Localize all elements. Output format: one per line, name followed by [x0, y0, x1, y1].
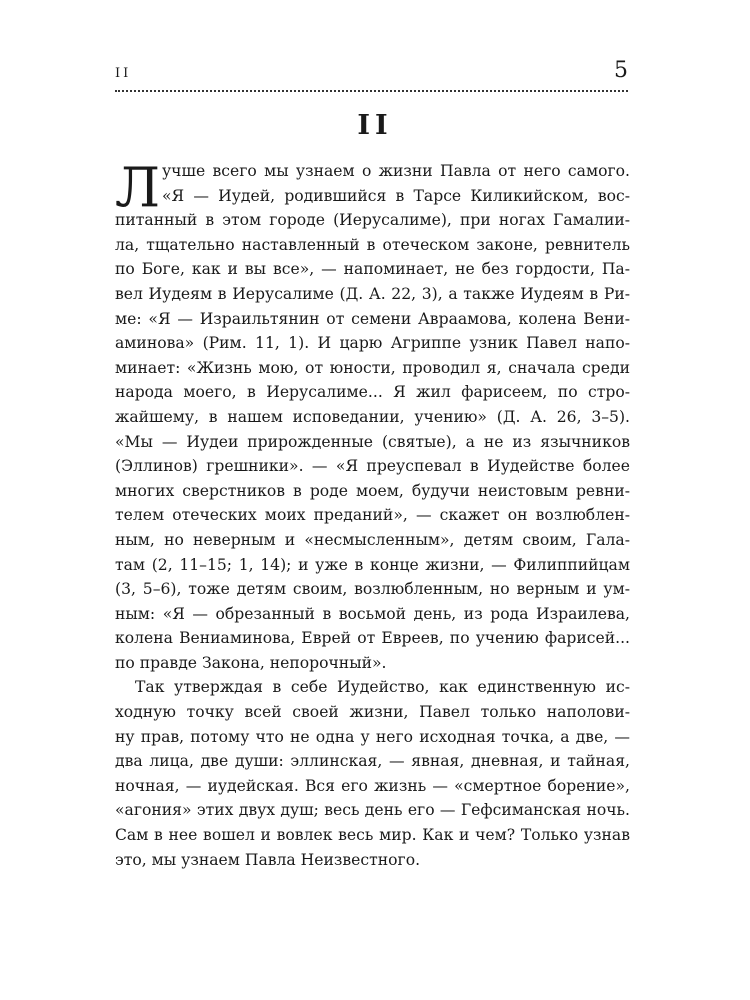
text-line: «Мы — Иудеи прирожденные (святые), а не из язычников — [115, 432, 630, 451]
text-line: «агония» этих двух душ; весь день его — Гефсиманская ночь. — [115, 801, 630, 820]
text-line: многих сверстников в роде моем, будучи неистовым ревни- — [115, 481, 630, 500]
text-line: телем отеческих моих преданий», — скажет он возлюблен- — [115, 506, 630, 525]
text-line: (Эллинов) грешники». — «Я преуспевал в Иудействе более — [115, 457, 630, 476]
text-line: вел Иудеям в Иерусалиме (Д. А. 22, 3), а также Иудеям в Ри- — [115, 284, 630, 303]
text-line: это, мы узнаем Павла Неизвестного. — [115, 850, 421, 869]
text-line: два лица, две души: эллинская, — явная, дневная, и тайная, — [115, 752, 630, 771]
page-number: 5 — [614, 58, 628, 83]
text-line: колена Вениаминова, Еврей от Евреев, по учению фарисей... — [115, 629, 630, 648]
text-line: ходную точку всей своей жизни, Павел только наполови- — [115, 703, 630, 722]
chapter-title: II — [357, 110, 393, 141]
text-line: «Я — Иудей, родившийся в Тарсе Киликийском, вос- — [162, 186, 630, 205]
header-dotted-rule — [115, 90, 628, 92]
text-line: питанный в этом городе (Иерусалиме), при ногах Гамалии- — [115, 211, 630, 230]
text-line: народа моего, в Иерусалиме... Я жил фарисеем, по стро- — [115, 383, 630, 402]
text-line: жайшему, в нашем исповедании, учению» (Д. А. 26, 3–5). — [115, 407, 630, 426]
text-line: ным, но неверным и «несмысленным», детям своим, Гала- — [115, 530, 630, 549]
running-title: II — [115, 66, 132, 81]
text-line: по Боге, как и вы все», — напоминает, не без гордости, Па- — [115, 260, 630, 279]
text-line: ме: «Я — Израильтянин от семени Авраамова, колена Вени- — [115, 309, 630, 328]
text-line: (3, 5–6), тоже детям своим, возлюбленным, но верным и ум- — [115, 580, 630, 599]
paragraph-2 — [115, 675, 630, 872]
text-line: ным: «Я — обрезанный в восьмой день, из рода Израилева, — [115, 604, 630, 623]
text-line: Так утверждая в себе Иудейство, как единственную ис- — [135, 678, 630, 697]
drop-cap: Л — [115, 156, 161, 219]
text-line: ла, тщательно наставленный в отеческом законе, ревнитель — [115, 235, 630, 254]
text-line: минает: «Жизнь мою, от юности, проводил я, сначала среди — [115, 358, 630, 377]
body-text — [115, 156, 630, 872]
paragraph-1 — [115, 156, 630, 675]
text-line: ночная, — иудейская. Вся его жизнь — «смертное борение», — [115, 776, 630, 795]
text-line: там (2, 11–15; 1, 14); и уже в конце жизни, — Филиппийцам — [115, 555, 630, 574]
text-line: аминова» (Рим. 11, 1). И царю Агриппе узник Павел напо- — [115, 334, 630, 353]
text-line: ну прав, потому что не одна у него исходная точка, а две, — — [115, 727, 630, 746]
text-line: учше всего мы узнаем о жизни Павла от него самого. — [162, 162, 630, 180]
running-header — [115, 60, 628, 90]
text-line: по правде Закона, непорочный». — [115, 653, 387, 672]
text-line: Сам в нее вошел и вовлек весь мир. Как и чем? Только узнав — [115, 826, 630, 845]
